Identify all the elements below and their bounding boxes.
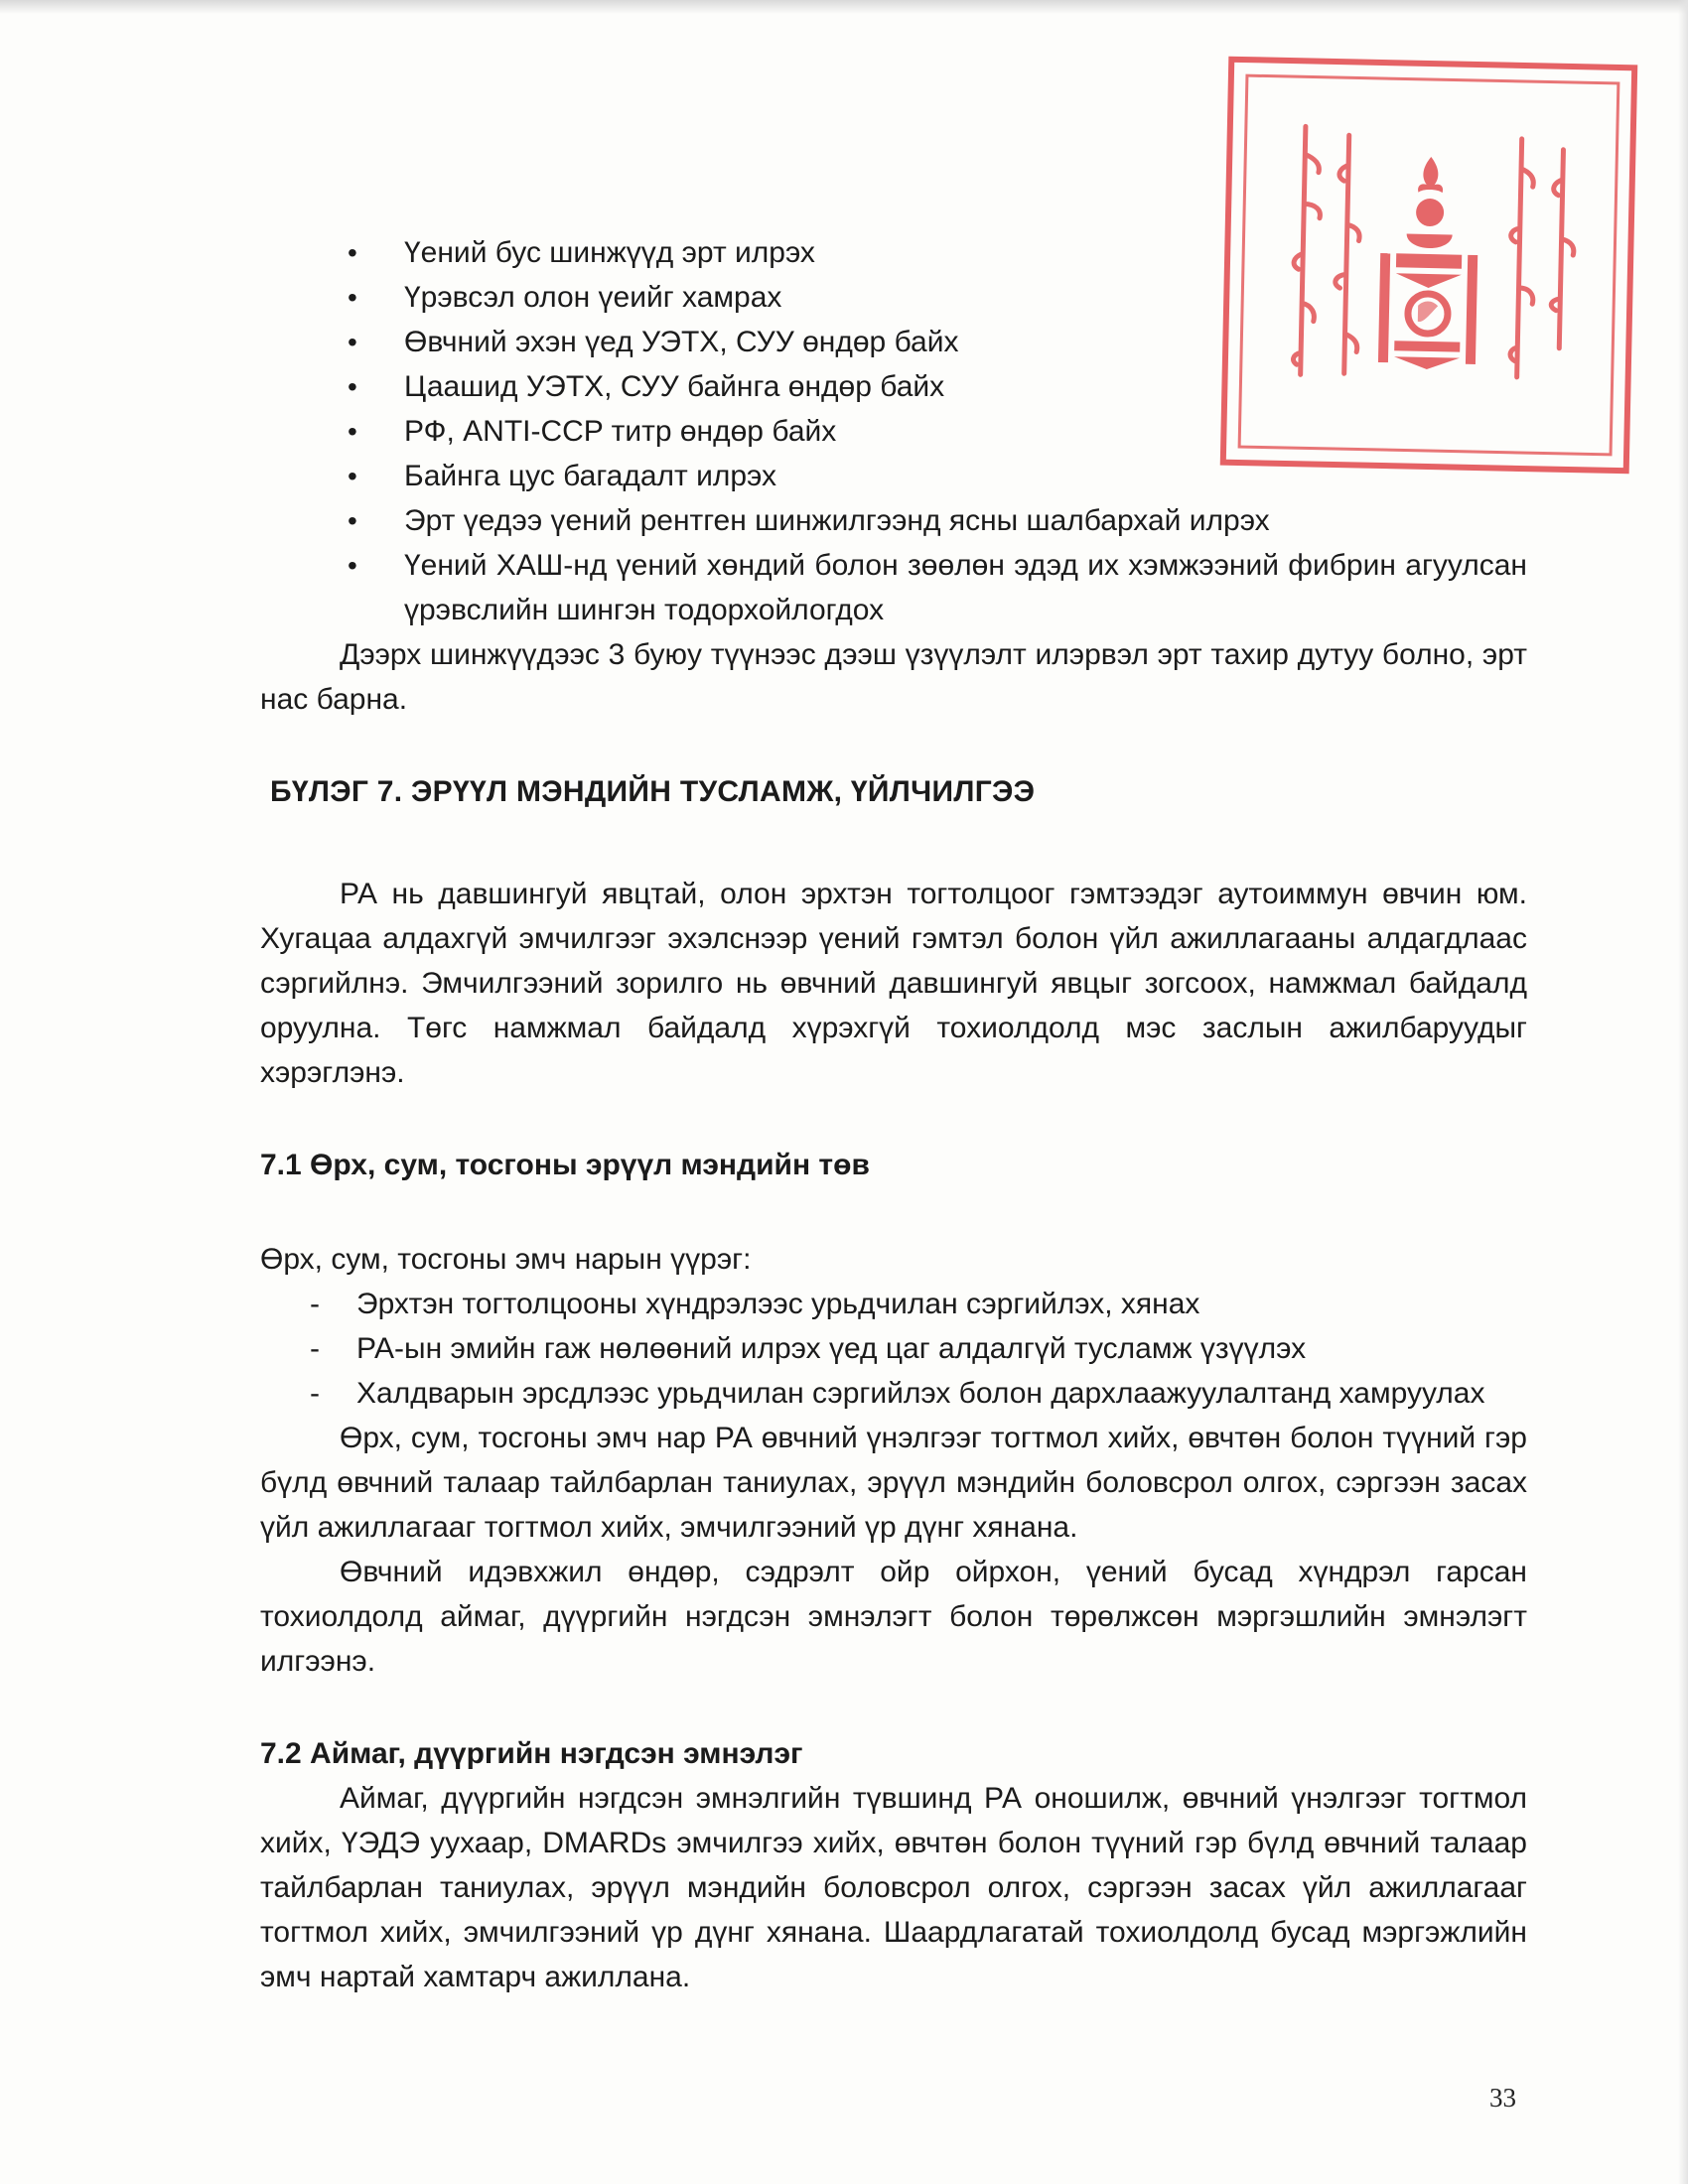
list-item: - РА-ын эмийн гаж нөлөөний илрэх үед цаг алдалгүй тусламж үзүүлэх xyxy=(260,1326,1527,1371)
list-item: • Эрт үедээ үений рентген шинжилгээнд ясны шалбархай илрэх xyxy=(260,498,1527,543)
list-item: - Халдварын эрсдлээс урьдчилан сэргийлэх болон дархлаажуулалтанд хамруулах xyxy=(260,1371,1527,1416)
list-item: - Эрхтэн тогтолцооны хүндрэлээс урьдчилан сэргийлэх, хянах xyxy=(260,1282,1527,1326)
section-lead: Өрх, сум, тосгоны эмч нарын үүрэг: xyxy=(260,1243,752,1276)
section-title-7-2: 7.2 Аймаг, дүүргийн нэгдсэн эмнэлэг xyxy=(260,1737,803,1770)
list-item: • Үрэвсэл олон үеийг хамрах xyxy=(260,275,1527,320)
characteristics-list xyxy=(260,230,1527,632)
list-item: • Цаашид УЭТХ, СУУ байнга өндөр байх xyxy=(260,364,1527,409)
chapter-intro-paragraph: РА нь давшингуй явцтай, олон эрхтэн тогтолцоог гэмтээдэг аутоиммун өвчин юм. Хугацаа алдахгүй эмчилгээг эхэлснээр үений гэмтэл болон үйл ажиллагааны алдагдлаас сэргийлнэ. Эмчилгээний зорилго нь өвчний давшингуй явцыг зогсоох, намжмал байдалд оруулна. Төгс намжмал байдалд хүрэхгүй тохиолдолд мэс заслын ажилбаруудыг хэрэглэнэ. xyxy=(260,878,1527,1089)
list-item: • РФ, ANTI-CCP титр өндөр байх xyxy=(260,409,1527,454)
section-paragraph: Аймаг, дүүргийн нэгдсэн эмнэлгийн түвшинд РА оношилж, өвчний үнэлгээг тогтмол хийх, ҮЭДЭ уухаар, DMARDs эмчилгээ хийх, өвчтөн болон түүний гэр бүлд өвчний талаар тайлбарлан таниулах, эрүүл мэндийн боловсрол олгох, сэргээн засах үйл ажиллагааг тогтмол хийх, эмчилгээний үр дүнг хянана. Шаардлагатай тохиолдолд бусад мэргэжлийн эмч нартай хамтарч ажиллана. xyxy=(260,1782,1527,1993)
section-paragraph: Өрх, сум, тосгоны эмч нар РА өвчний үнэлгээг тогтмол хийх, өвчтөн болон түүний гэр бүлд өвчний талаар тайлбарлан таниулах, эрүүл мэндийн боловсрол олгох, сэргээн засах үйл ажиллагааг тогтмол хийх, эмчилгээний үр дүнг хянана. xyxy=(260,1422,1527,1544)
list-item: • Үений ХАШ-нд үений хөндий болон зөөлөн эдэд их хэмжээний фибрин агуулсан үрэвслийн шингэн тодорхойлогдох xyxy=(260,543,1527,632)
list-item: • Үений бус шинжүүд эрт илрэх xyxy=(260,230,1527,275)
section-title-7-1: 7.1 Өрх, сум, тосгоны эрүүл мэндийн төв xyxy=(260,1149,870,1181)
list-item: • Өвчний эхэн үед УЭТХ, СУУ өндөр байх xyxy=(260,320,1527,364)
page-number: 33 xyxy=(1489,2083,1516,2113)
chapter-title: БҮЛЭГ 7. ЭРҮҮЛ МЭНДИЙН ТУСЛАМЖ, ҮЙЛЧИЛГЭЭ xyxy=(270,775,1036,808)
summary-paragraph: Дээрх шинжүүдээс 3 буюу түүнээс дээш үзүүлэлт илэрвэл эрт тахир дутуу болно, эрт нас барна. xyxy=(260,638,1527,716)
list-item: • Байнга цус багадалт илрэх xyxy=(260,454,1527,498)
scan-edge-right xyxy=(1678,0,1688,2184)
duties-list xyxy=(260,1282,1527,1416)
scan-edge-top xyxy=(0,0,1688,14)
page-content xyxy=(260,230,1527,1999)
section-paragraph: Өвчний идэвхжил өндөр, сэдрэлт ойр ойрхон, үений бусад хүндрэл гарсан тохиолдолд аймаг, дүүргийн нэгдсэн эмнэлэгт болон төрөлжсөн мэргэшлийн эмнэлэгт илгээнэ. xyxy=(260,1556,1527,1678)
